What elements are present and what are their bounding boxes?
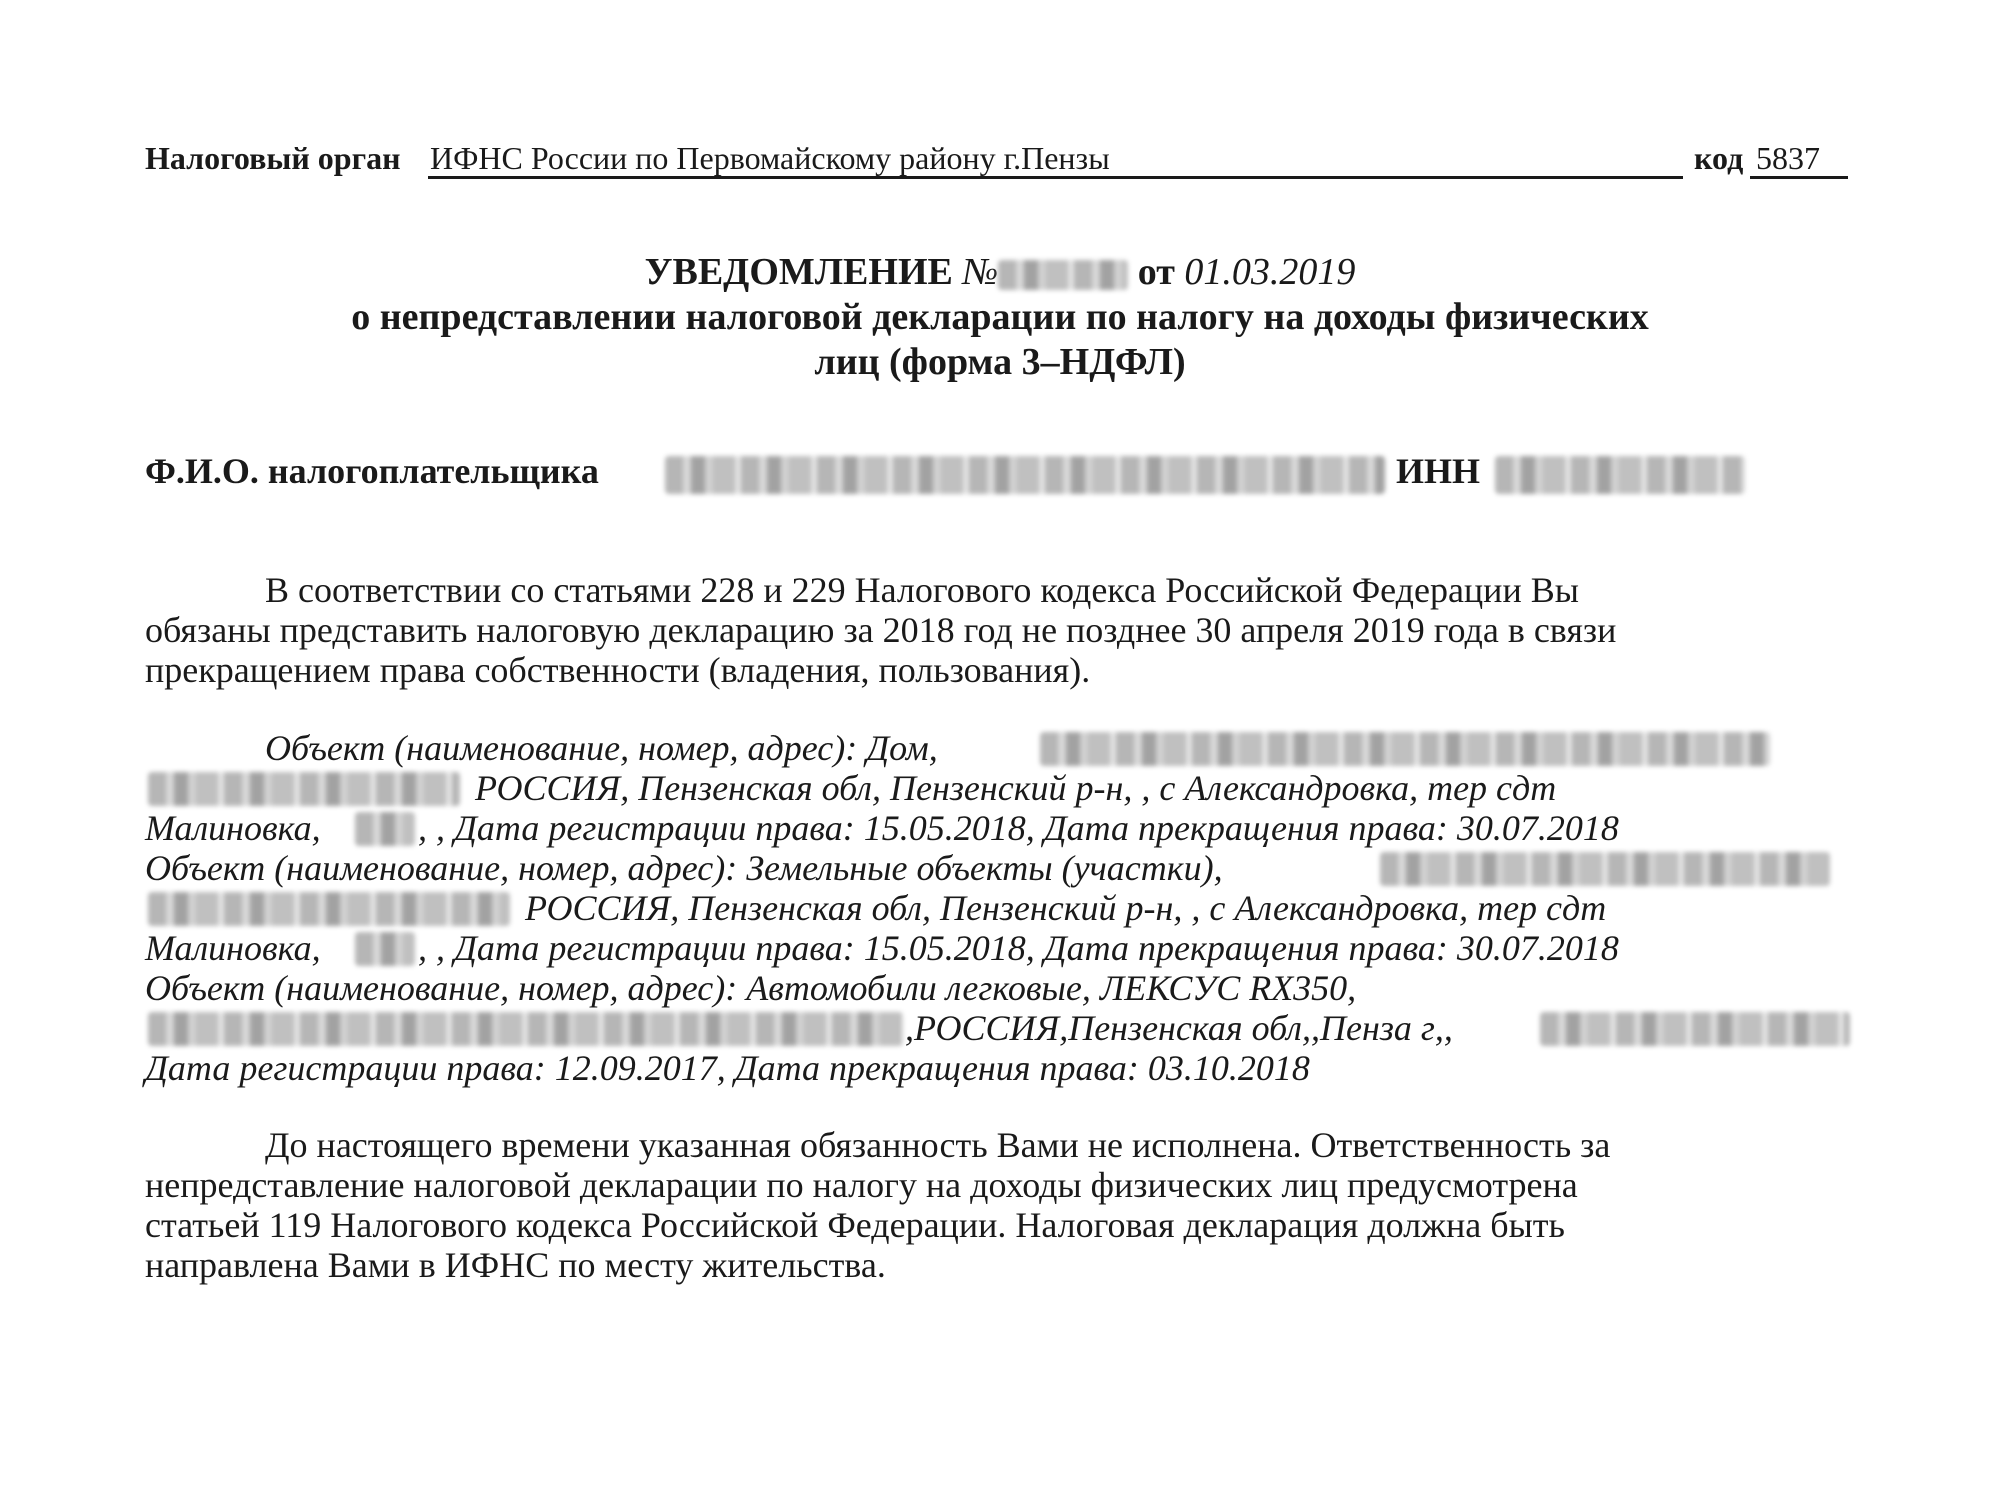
- notice-subtitle-2: лиц (форма 3–НДФЛ): [814, 341, 1186, 383]
- taxpayer-fio-label: Ф.И.О. налогоплательщика: [145, 451, 599, 491]
- number-sign: №: [962, 251, 999, 293]
- object-1-line-1: Объект (наименование, номер, адрес): Дом,: [265, 728, 938, 768]
- object-2-line-1: Объект (наименование, номер, адрес): Земельные объекты (участки),: [145, 848, 1223, 888]
- redacted-object-2-b: [148, 892, 510, 926]
- object-3-line-1: Объект (наименование, номер, адрес): Автомобили легковые, ЛЕКСУС RX350,: [145, 968, 1357, 1008]
- redacted-number: [998, 260, 1128, 290]
- notice-subtitle-1: о непредставлении налоговой декларации по налогу на доходы физических: [351, 296, 1649, 338]
- intro-line-1: В соответствии со статьями 228 и 229 Налогового кодекса Российской Федерации Вы: [265, 570, 1579, 610]
- code-underline: [1750, 176, 1848, 179]
- redacted-object-3-b: [1540, 1012, 1850, 1046]
- object-2-line-3b: , , Дата регистрации права: 15.05.2018, Дата прекращения права: 30.07.2018: [418, 928, 1619, 968]
- authority-underline: [428, 176, 1683, 179]
- redacted-object-1-b: [148, 772, 460, 806]
- object-3-line-3: Дата регистрации права: 12.09.2017, Дата прекращения права: 03.10.2018: [145, 1048, 1310, 1088]
- object-1-line-3a: Малиновка,: [145, 808, 321, 848]
- notice-word: УВЕДОМЛЕНИЕ: [644, 251, 953, 293]
- code-label: код: [1694, 140, 1744, 176]
- closing-line-3: статьей 119 Налогового кодекса Российской Федерации. Налоговая декларация должна быть: [145, 1205, 1565, 1245]
- object-1-line-3b: , , Дата регистрации права: 15.05.2018, Дата прекращения права: 30.07.2018: [418, 808, 1619, 848]
- closing-line-2: непредставление налоговой декларации по налогу на доходы физических лиц предусмотрена: [145, 1165, 1578, 1205]
- object-3-line-2: ,РОССИЯ,Пензенская обл,,Пенза г,,: [905, 1008, 1453, 1048]
- inn-label: ИНН: [1396, 451, 1481, 491]
- closing-line-1: До настоящего времени указанная обязанность Вами не исполнена. Ответственность за: [265, 1125, 1611, 1165]
- redacted-object-1-c: [355, 812, 415, 846]
- redacted-object-2-a: [1380, 852, 1830, 886]
- notice-date: 01.03.2019: [1184, 251, 1356, 293]
- closing-line-4: направлена Вами в ИФНС по месту жительства.: [145, 1245, 886, 1285]
- object-1-line-2: РОССИЯ, Пензенская обл, Пензенский р-н, , с Александровка, тер сдт: [475, 768, 1557, 808]
- from-word: от: [1137, 251, 1175, 293]
- tax-authority-value: ИФНС России по Первомайскому району г.Пензы: [430, 140, 1110, 176]
- notice-title-line: [0, 250, 2000, 294]
- tax-authority-label: Налоговый орган: [145, 140, 401, 176]
- intro-line-2: обязаны представить налоговую декларацию за 2018 год не позднее 30 апреля 2019 года в связи: [145, 610, 1617, 650]
- object-2-line-2: РОССИЯ, Пензенская обл, Пензенский р-н, , с Александровка, тер сдт: [525, 888, 1607, 928]
- object-2-line-3a: Малиновка,: [145, 928, 321, 968]
- intro-line-3: прекращением права собственности (владения, пользования).: [145, 650, 1091, 690]
- redacted-object-1-a: [1040, 732, 1770, 766]
- redacted-object-3-a: [148, 1012, 903, 1046]
- code-value: 5837: [1756, 140, 1820, 176]
- redacted-inn: [1495, 456, 1745, 494]
- redacted-object-2-c: [355, 932, 415, 966]
- redacted-fio: [665, 456, 1385, 494]
